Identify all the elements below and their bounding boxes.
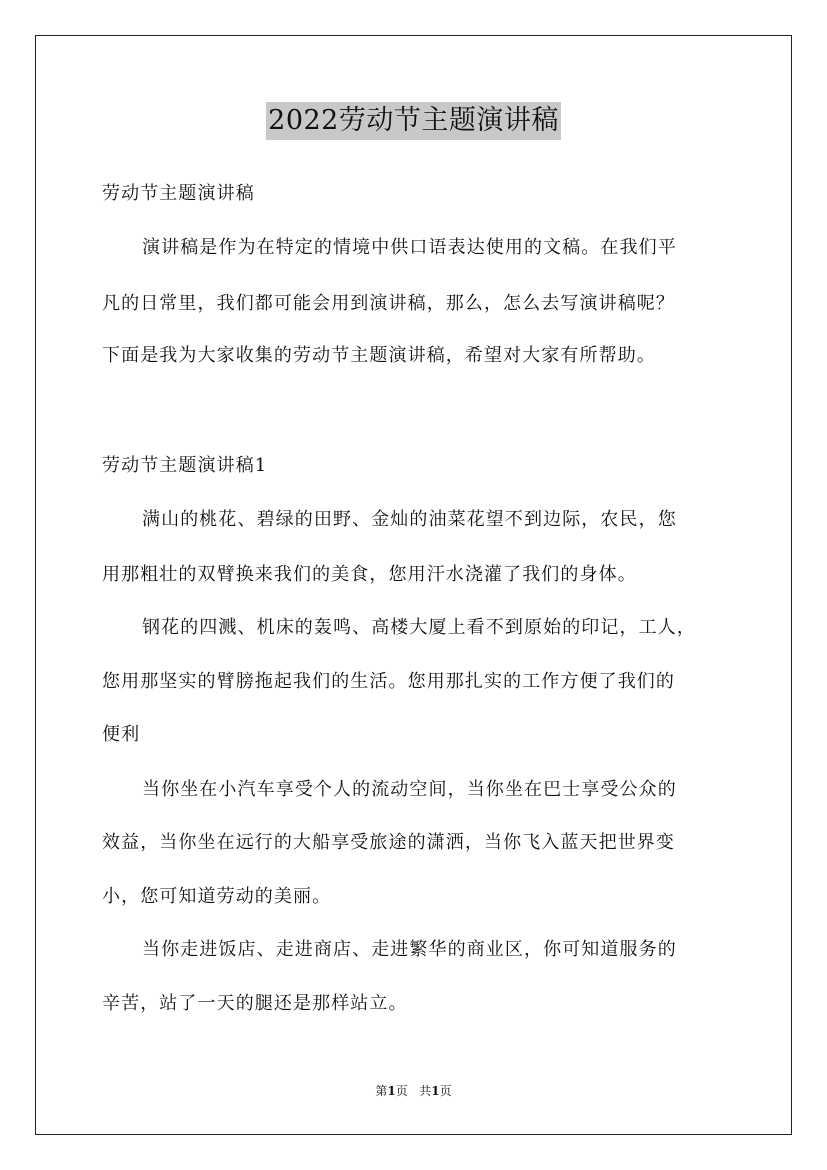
para4-line-2: 辛苦，站了一天的腿还是那样站立。 <box>102 993 408 1014</box>
para2-line-2: 您用那坚实的臂膀拖起我们的生活。您用那扎实的工作方便了我们的 <box>102 671 675 692</box>
para1-line-2: 用那粗壮的双臂换来我们的美食，您用汗水浇灌了我们的身体。 <box>102 564 637 585</box>
para2-line-3: 便利 <box>102 724 141 745</box>
para4-line-1: 当你走进饭店、走进商店、走进繁华的商业区，你可知道服务的 <box>142 939 677 960</box>
page-footer <box>0 1083 827 1099</box>
page-suffix: 页 <box>395 1084 408 1098</box>
title-wrap <box>0 102 827 140</box>
section-heading: 劳动节主题演讲稿1 <box>102 455 268 476</box>
para2-line-1: 钢花的四溅、机床的轰鸣、高楼大厦上看不到原始的印记，工人， <box>142 617 696 638</box>
para3-line-3: 小，您可知道劳动的美丽。 <box>102 886 332 907</box>
page-prefix: 第 <box>375 1084 388 1098</box>
page-number: 1 <box>387 1084 396 1098</box>
total-suffix: 页 <box>439 1084 452 1098</box>
para3-line-1: 当你坐在小汽车享受个人的流动空间，当你坐在巴士享受公众的 <box>142 779 677 800</box>
intro-line-1: 演讲稿是作为在特定的情境中供口语表达使用的文稿。在我们平 <box>142 237 677 258</box>
subtitle: 劳动节主题演讲稿 <box>102 183 255 204</box>
intro-line-3: 下面是我为大家收集的劳动节主题演讲稿，希望对大家有所帮助。 <box>102 345 656 366</box>
intro-line-2: 凡的日常里，我们都可能会用到演讲稿，那么，怎么去写演讲稿呢？ <box>102 293 675 314</box>
para1-line-1: 满山的桃花、碧绿的田野、金灿的油菜花望不到边际，农民，您 <box>142 509 677 530</box>
total-pages: 1 <box>431 1084 440 1098</box>
document-title: 2022劳动节主题演讲稿 <box>266 102 561 140</box>
para3-line-2: 效益，当你坐在远行的大船享受旅途的潇洒，当你飞入蓝天把世界变 <box>102 832 675 853</box>
total-prefix: 共 <box>419 1084 432 1098</box>
